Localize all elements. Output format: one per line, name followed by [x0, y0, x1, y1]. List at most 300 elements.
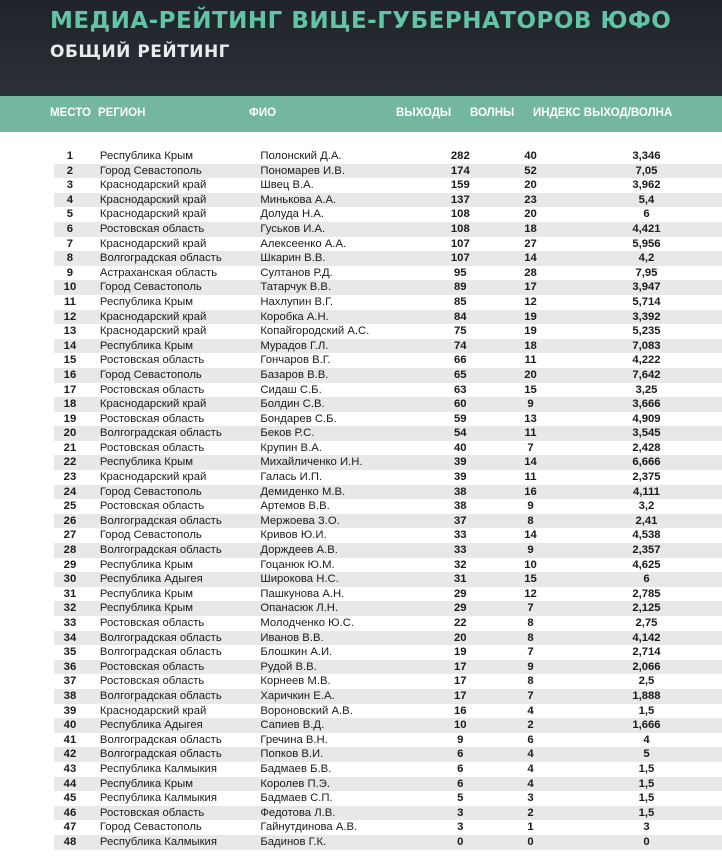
cell-outputs: 20 — [431, 631, 491, 646]
cell-index: 4,538 — [632, 529, 661, 542]
cell-outputs: 29 — [454, 587, 467, 600]
cell-name: Блошкин А.И. — [260, 646, 333, 659]
cell-region: Республика Крым — [86, 601, 260, 616]
cell-index: 4,421 — [571, 222, 722, 237]
table-row — [54, 193, 722, 208]
table-row — [54, 587, 722, 602]
cell-index: 4,2 — [571, 251, 722, 266]
table-row — [54, 543, 722, 558]
table-row — [54, 149, 722, 164]
column-header-name: ФИО — [249, 107, 277, 119]
cell-outputs: 0 — [431, 835, 491, 850]
cell-name: Бондарев С.Б. — [260, 412, 337, 425]
cell-place: 4 — [54, 193, 86, 208]
table-row — [54, 485, 722, 500]
cell-region: Республика Крым — [99, 150, 193, 162]
table-row — [54, 660, 722, 675]
cell-index: 4,111 — [571, 485, 722, 500]
cell-place: 29 — [63, 558, 77, 571]
cell-region: Город Севастополь — [86, 368, 260, 383]
cell-index: 3,545 — [571, 426, 722, 441]
cell-outputs: 32 — [454, 558, 467, 571]
cell-outputs: 38 — [431, 485, 491, 500]
cell-index: 6,666 — [571, 455, 722, 470]
cell-waves: 12 — [524, 295, 537, 308]
cell-place: 25 — [63, 500, 77, 513]
cell-outputs: 3 — [431, 806, 491, 821]
table-row — [54, 237, 722, 252]
column-header-index: ИНДЕКС ВЫХОД/ВОЛНА — [533, 107, 673, 119]
cell-index: 1,5 — [571, 806, 722, 821]
cell-name: Гончаров В.Г. — [260, 354, 331, 367]
cell-outputs: 17 — [431, 660, 491, 675]
cell-outputs: 75 — [454, 325, 467, 338]
table-row — [54, 689, 722, 704]
cell-outputs: 19 — [454, 646, 467, 659]
cell-waves: 10 — [524, 558, 537, 571]
cell-place: 5 — [66, 208, 74, 221]
cell-name: Бадмаев С.П. — [260, 792, 333, 805]
cell-region: Республика Адыгея — [86, 718, 260, 733]
cell-waves: 23 — [490, 193, 571, 208]
table-row — [54, 528, 722, 543]
cell-region: Волгоградская область — [86, 631, 260, 646]
cell-region: Ростовская область — [99, 441, 205, 454]
cell-waves: 17 — [490, 280, 571, 295]
cell-index: 3,346 — [632, 150, 661, 162]
rating-table — [54, 149, 722, 850]
cell-place: 36 — [54, 660, 86, 675]
table-row — [54, 339, 722, 354]
cell-name: Сидаш С.Б. — [260, 383, 322, 396]
cell-region: Республика Крым — [99, 295, 193, 308]
cell-place: 16 — [54, 368, 86, 383]
table-row — [54, 207, 722, 222]
table-row — [54, 222, 722, 237]
cell-place: 18 — [54, 397, 86, 412]
cell-place: 22 — [54, 455, 86, 470]
cell-name: Попков В.И. — [260, 747, 430, 762]
table-row — [54, 397, 722, 412]
cell-index: 5,4 — [571, 193, 722, 208]
cell-region: Краснодарский край — [99, 704, 207, 717]
cell-waves: 20 — [524, 179, 537, 192]
table-row — [54, 835, 722, 850]
cell-region: Краснодарский край — [86, 397, 260, 412]
cell-name: Дорждеев А.В. — [260, 543, 430, 558]
cell-region: Республика Крым — [99, 587, 193, 600]
cell-region: Город Севастополь — [86, 280, 260, 295]
cell-index: 2,714 — [632, 646, 661, 659]
cell-name: Крупин В.А. — [260, 441, 322, 454]
cell-place: 31 — [63, 587, 77, 600]
table-row — [54, 572, 722, 587]
cell-name: Харичкин Е.А. — [260, 689, 430, 704]
cell-name: Бадмаев Б.В. — [260, 762, 332, 775]
table-row — [54, 601, 722, 616]
cell-region: Город Севастополь — [99, 821, 202, 834]
cell-index: 2,75 — [635, 617, 658, 629]
cell-region: Республика Калмыкия — [99, 762, 217, 775]
cell-region: Волгоградская область — [99, 646, 222, 659]
cell-waves: 11 — [490, 426, 571, 441]
cell-index: 4,909 — [632, 412, 661, 425]
cell-region: Краснодарский край — [86, 193, 260, 208]
cell-outputs: 5 — [457, 792, 464, 805]
cell-waves: 9 — [490, 543, 571, 558]
table-row — [54, 777, 722, 792]
cell-outputs: 89 — [431, 280, 491, 295]
cell-name: Сапиев В.Д. — [260, 718, 430, 733]
cell-waves: 8 — [527, 675, 534, 688]
cell-waves: 7 — [490, 601, 571, 616]
cell-index: 2,066 — [571, 660, 722, 675]
cell-name: Шкарин В.В. — [260, 251, 430, 266]
cell-index: 2,428 — [632, 441, 661, 454]
cell-index: 7,083 — [571, 339, 722, 354]
table-row — [54, 645, 722, 660]
cell-waves: 2 — [490, 718, 571, 733]
table-row — [54, 616, 722, 631]
cell-place: 48 — [54, 835, 86, 850]
cell-name: Артемов В.В. — [260, 500, 330, 513]
table-row — [54, 280, 722, 295]
cell-outputs: 66 — [454, 354, 467, 367]
cell-place: 17 — [63, 383, 77, 396]
cell-waves: 2 — [490, 806, 571, 821]
column-header-waves: ВОЛНЫ — [470, 107, 515, 119]
cell-waves: 7 — [490, 689, 571, 704]
table-row — [54, 295, 722, 310]
cell-waves: 6 — [527, 733, 534, 746]
cell-name: Полонский Д.А. — [260, 150, 342, 162]
table-row — [54, 674, 722, 689]
cell-index: 1,888 — [571, 689, 722, 704]
cell-place: 38 — [54, 689, 86, 704]
cell-name: Гуськов И.А. — [260, 222, 430, 237]
cell-outputs: 65 — [431, 368, 491, 383]
cell-place: 34 — [54, 631, 86, 646]
cell-region: Ростовская область — [99, 412, 205, 425]
page-subtitle: ОБЩИЙ РЕЙТИНГ — [50, 42, 231, 62]
cell-region: Ростовская область — [99, 675, 205, 688]
cell-place: 35 — [63, 646, 77, 659]
cell-place: 37 — [63, 675, 77, 688]
table-row — [54, 368, 722, 383]
cell-outputs: 282 — [450, 150, 470, 162]
cell-waves: 18 — [490, 222, 571, 237]
cell-waves: 14 — [490, 455, 571, 470]
cell-region: Волгоградская область — [86, 747, 260, 762]
cell-place: 32 — [54, 601, 86, 616]
cell-index: 1,5 — [638, 704, 655, 717]
table-row — [54, 733, 722, 748]
cell-region: Волгоградская область — [86, 514, 260, 529]
table-row — [54, 514, 722, 529]
cell-region: Город Севастополь — [99, 529, 202, 542]
cell-index: 2,41 — [571, 514, 722, 529]
table-row — [54, 806, 722, 821]
cell-index: 6 — [643, 208, 650, 221]
cell-region: Ростовская область — [99, 383, 205, 396]
cell-index: 3,2 — [638, 500, 655, 513]
cell-waves: 18 — [490, 339, 571, 354]
table-row — [54, 383, 722, 398]
cell-region: Краснодарский край — [99, 325, 207, 338]
table-row — [54, 412, 722, 427]
cell-region: Краснодарский край — [99, 471, 207, 484]
cell-outputs: 159 — [450, 179, 470, 192]
cell-place: 20 — [54, 426, 86, 441]
cell-waves: 11 — [524, 471, 537, 484]
page-title: МЕДИА-РЕЙТИНГ ВИЦЕ-ГУБЕРНАТОРОВ ЮФО — [50, 8, 672, 34]
table-row — [54, 164, 722, 179]
cell-index: 3,392 — [571, 310, 722, 325]
cell-place: 42 — [54, 747, 86, 762]
table-row — [54, 718, 722, 733]
cell-index: 3 — [643, 821, 650, 834]
cell-name: Пашкунова А.Н. — [260, 587, 345, 600]
cell-outputs: 9 — [457, 733, 464, 746]
cell-outputs: 174 — [431, 164, 491, 179]
cell-place: 24 — [54, 485, 86, 500]
cell-index: 5,235 — [632, 325, 661, 338]
cell-outputs: 59 — [454, 412, 467, 425]
cell-outputs: 22 — [454, 617, 467, 629]
cell-name: Вороновский А.В. — [260, 704, 353, 717]
cell-region: Волгоградская область — [86, 543, 260, 558]
cell-outputs: 6 — [431, 777, 491, 792]
cell-place: 10 — [54, 280, 86, 295]
column-header-region: РЕГИОН — [98, 107, 146, 119]
cell-name: Султанов Р.Д. — [260, 266, 333, 279]
cell-place: 23 — [63, 471, 77, 484]
cell-name: Коробка А.Н. — [260, 310, 430, 325]
cell-outputs: 38 — [454, 500, 467, 513]
cell-name: Татарчук В.В. — [260, 280, 430, 295]
cell-name: Опанасюк Л.Н. — [260, 601, 430, 616]
cell-outputs: 3 — [457, 821, 464, 834]
rating-table-body — [54, 149, 722, 850]
cell-name: Широкова Н.С. — [260, 572, 430, 587]
cell-index: 6 — [571, 572, 722, 587]
cell-region: Ростовская область — [99, 617, 205, 629]
cell-name: Беков Р.С. — [260, 426, 430, 441]
cell-place: 26 — [54, 514, 86, 529]
cell-waves: 14 — [524, 529, 537, 542]
cell-index: 4,142 — [571, 631, 722, 646]
column-header-place: МЕСТО — [50, 107, 91, 119]
cell-index: 2,375 — [632, 471, 661, 484]
cell-region: Город Севастополь — [86, 485, 260, 500]
cell-index: 2,785 — [632, 587, 661, 600]
cell-index: 4 — [643, 733, 650, 746]
cell-name: Рудой В.В. — [260, 660, 430, 675]
cell-index: 7,05 — [571, 164, 722, 179]
cell-index: 1,666 — [571, 718, 722, 733]
cell-name: Долуда Н.А. — [260, 208, 325, 221]
cell-region: Волгоградская область — [99, 733, 222, 746]
cell-outputs: 107 — [450, 237, 470, 250]
cell-waves: 4 — [490, 747, 571, 762]
cell-name: Кривов Ю.И. — [260, 529, 327, 542]
cell-waves: 19 — [490, 310, 571, 325]
cell-outputs: 17 — [431, 689, 491, 704]
cell-region: Ростовская область — [86, 806, 260, 821]
cell-name: Нахлупин В.Г. — [260, 295, 334, 308]
cell-outputs: 40 — [454, 441, 467, 454]
cell-place: 3 — [66, 179, 74, 192]
cell-place: 46 — [54, 806, 86, 821]
cell-waves: 1 — [527, 821, 534, 834]
cell-index: 1,5 — [638, 792, 655, 805]
cell-region: Волгоградская область — [86, 689, 260, 704]
cell-outputs: 63 — [454, 383, 467, 396]
cell-name: Мурадов Г.Л. — [260, 339, 430, 354]
cell-outputs: 39 — [454, 471, 467, 484]
cell-waves: 52 — [490, 164, 571, 179]
cell-name: Королев П.Э. — [260, 777, 430, 792]
cell-outputs: 16 — [454, 704, 467, 717]
table-row — [54, 426, 722, 441]
table-row — [54, 266, 722, 281]
cell-name: Демиденко М.В. — [260, 485, 430, 500]
cell-region: Краснодарский край — [86, 310, 260, 325]
cell-place: 7 — [66, 237, 74, 250]
cell-place: 47 — [63, 821, 77, 834]
cell-index: 3,25 — [635, 383, 658, 396]
cell-place: 1 — [66, 150, 74, 162]
table-row — [54, 470, 722, 485]
cell-outputs: 108 — [450, 208, 470, 221]
cell-region: Республика Калмыкия — [86, 835, 260, 850]
cell-waves: 19 — [524, 325, 537, 338]
table-row — [54, 324, 722, 339]
cell-region: Республика Крым — [99, 558, 193, 571]
cell-index: 3,962 — [632, 179, 661, 192]
cell-outputs: 84 — [431, 310, 491, 325]
cell-place: 15 — [63, 354, 77, 367]
cell-name: Гречина В.Н. — [260, 733, 328, 746]
page-header — [0, 0, 722, 96]
table-row — [54, 631, 722, 646]
cell-outputs: 37 — [431, 514, 491, 529]
table-row — [54, 558, 722, 573]
cell-place: 33 — [63, 617, 77, 629]
cell-place: 11 — [63, 295, 76, 308]
cell-name: Швец В.А. — [260, 179, 314, 192]
table-row — [54, 353, 722, 368]
cell-place: 21 — [63, 441, 77, 454]
cell-region: Ростовская область — [86, 222, 260, 237]
cell-name: Галась И.П. — [260, 471, 323, 484]
cell-outputs: 137 — [431, 193, 491, 208]
cell-place: 9 — [66, 266, 74, 279]
cell-index: 2,357 — [571, 543, 722, 558]
cell-region: Краснодарский край — [99, 237, 207, 250]
cell-outputs: 74 — [431, 339, 491, 354]
cell-index: 4,625 — [632, 558, 661, 571]
cell-waves: 9 — [490, 397, 571, 412]
cell-name: Гоцанюк Ю.М. — [260, 558, 335, 571]
cell-name: Молодченко Ю.С. — [260, 617, 355, 629]
cell-waves: 15 — [490, 572, 571, 587]
cell-region: Волгоградская область — [86, 251, 260, 266]
cell-outputs: 10 — [431, 718, 491, 733]
cell-place: 12 — [54, 310, 86, 325]
cell-place: 14 — [54, 339, 86, 354]
cell-index: 2,5 — [638, 675, 655, 688]
cell-region: Республика Крым — [86, 339, 260, 354]
cell-outputs: 39 — [431, 455, 491, 470]
cell-place: 13 — [63, 325, 77, 338]
cell-waves: 9 — [490, 660, 571, 675]
cell-outputs: 95 — [454, 266, 467, 279]
cell-waves: 4 — [527, 704, 534, 717]
cell-waves: 15 — [524, 383, 537, 396]
cell-index: 3,666 — [571, 397, 722, 412]
column-header-outputs: ВЫХОДЫ — [396, 107, 452, 119]
cell-waves: 8 — [527, 617, 534, 629]
cell-waves: 7 — [527, 441, 534, 454]
cell-name: Иванов В.В. — [260, 631, 430, 646]
cell-waves: 4 — [490, 777, 571, 792]
cell-waves: 4 — [527, 762, 534, 775]
cell-region: Город Севастополь — [86, 164, 260, 179]
cell-place: 28 — [54, 543, 86, 558]
cell-name: Копайгородский А.С. — [260, 325, 370, 338]
cell-index: 4,222 — [632, 354, 661, 367]
table-row — [54, 704, 722, 719]
table-row — [54, 499, 722, 514]
table-row — [54, 791, 722, 806]
cell-region: Астраханская область — [99, 266, 218, 279]
cell-waves: 16 — [490, 485, 571, 500]
cell-place: 41 — [63, 733, 77, 746]
cell-place: 6 — [54, 222, 86, 237]
cell-region: Республика Адыгея — [86, 572, 260, 587]
cell-waves: 3 — [527, 792, 534, 805]
cell-region: Краснодарский край — [99, 208, 207, 221]
cell-name: Корнеев М.В. — [260, 675, 331, 688]
cell-name: Болдин С.В. — [260, 397, 430, 412]
cell-region: Волгоградская область — [86, 426, 260, 441]
cell-waves: 8 — [490, 631, 571, 646]
cell-place: 19 — [63, 412, 77, 425]
cell-index: 7,642 — [571, 368, 722, 383]
cell-outputs: 85 — [454, 295, 467, 308]
cell-region: Республика Крым — [86, 455, 260, 470]
cell-region: Ростовская область — [86, 660, 260, 675]
cell-waves: 20 — [490, 368, 571, 383]
cell-region: Республика Калмыкия — [99, 792, 217, 805]
cell-waves: 40 — [524, 150, 537, 162]
cell-outputs: 31 — [431, 572, 491, 587]
cell-place: 45 — [63, 792, 77, 805]
cell-waves: 14 — [490, 251, 571, 266]
cell-outputs: 6 — [457, 762, 464, 775]
cell-place: 40 — [54, 718, 86, 733]
cell-index: 5,956 — [632, 237, 661, 250]
cell-index: 0 — [571, 835, 722, 850]
cell-place: 30 — [54, 572, 86, 587]
cell-outputs: 60 — [431, 397, 491, 412]
cell-region: Ростовская область — [99, 354, 205, 367]
cell-region: Республика Крым — [86, 777, 260, 792]
cell-waves: 8 — [490, 514, 571, 529]
cell-place: 39 — [63, 704, 77, 717]
cell-name: Базаров В.В. — [260, 368, 430, 383]
